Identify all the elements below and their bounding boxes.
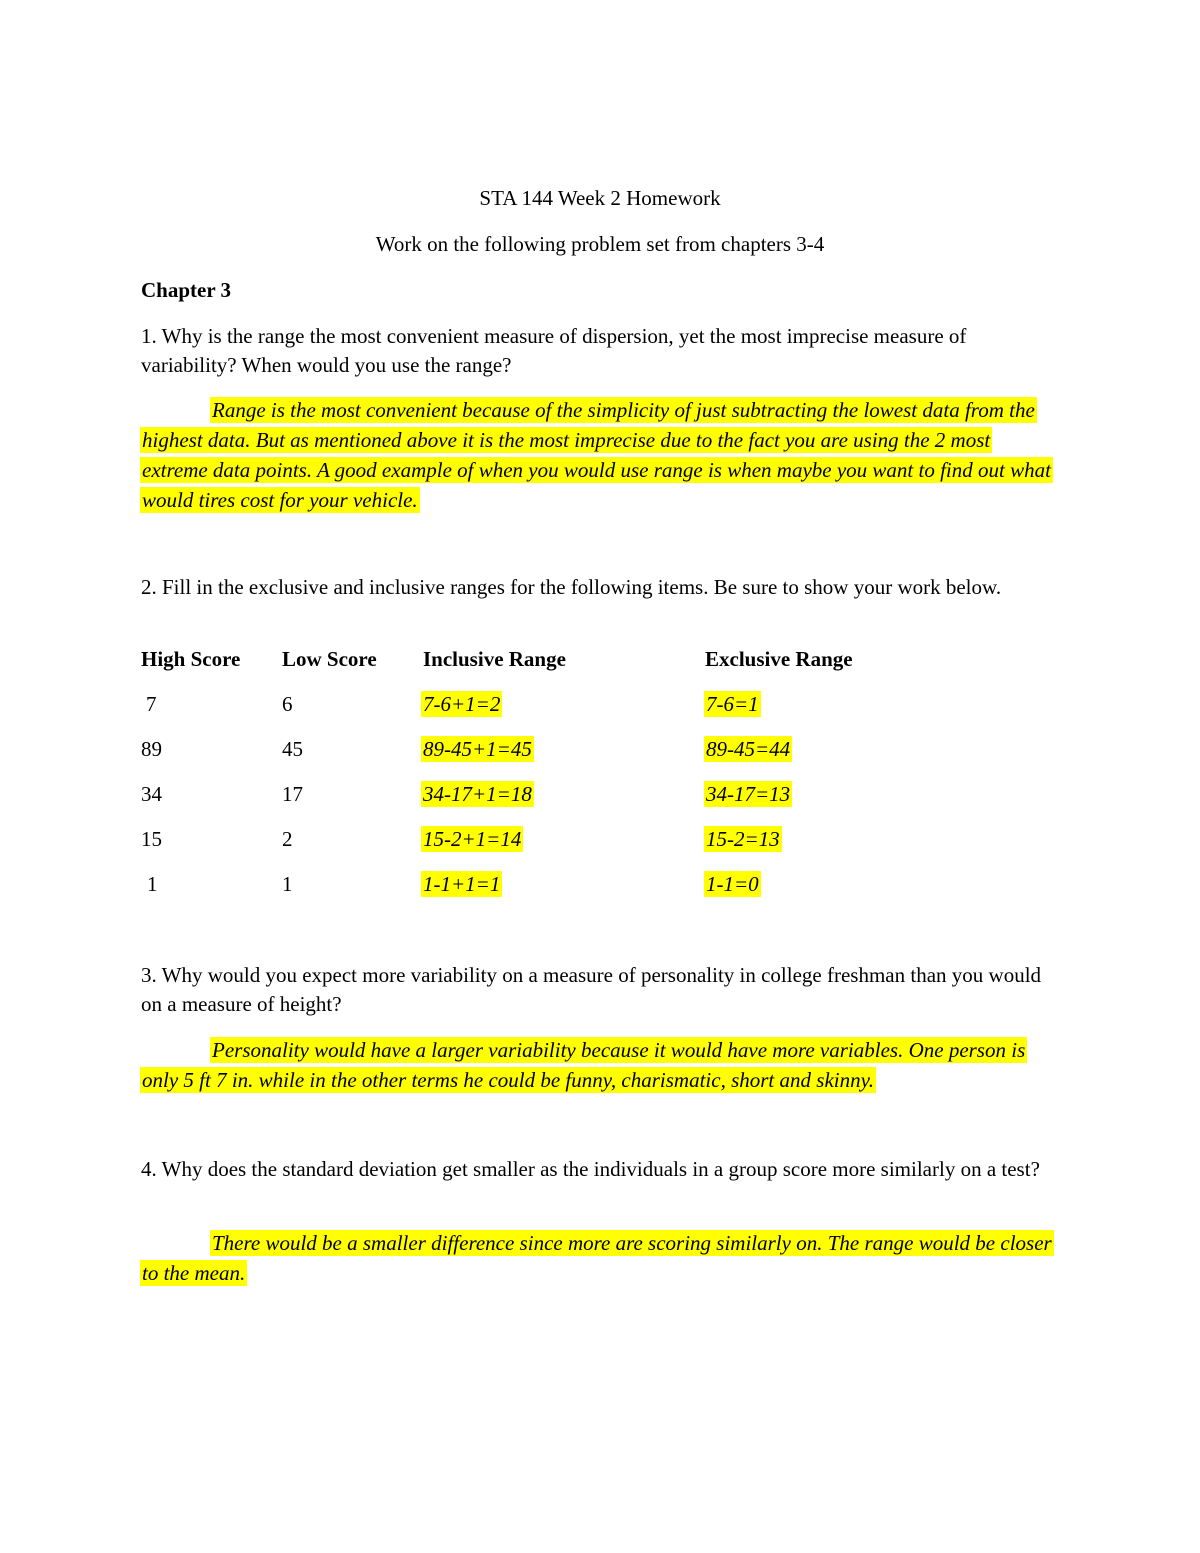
table-cell-low: 2 [282,827,293,851]
table-cell-exclusive: 89-45=44 [706,737,791,761]
answer-3-text: Personality would have a larger variability because it would have more variables. One person is only 5 ft 7 in. while in the other terms he could be funny, charismatic, short and skinny. [142,1038,1026,1092]
table-cell-exclusive: 34-17=13 [706,782,791,806]
question-2-text: 2. Fill in the exclusive and inclusive ranges for the following items. Be sure to show your work below. [141,575,1002,599]
table-cell-inclusive: 7-6+1=2 [423,692,501,716]
table-cell-exclusive: 1-1=0 [706,872,759,896]
question-3-text: 3. Why would you expect more variability on a measure of personality in college freshman than you would on a measure of height? [141,963,1042,1016]
document-subtitle: Work on the following problem set from chapters 3-4 [375,232,825,256]
table-cell-high: 89 [141,737,162,761]
answer-3 [140,1035,1060,1095]
table-header-high-score: High Score [141,647,241,671]
table-header-exclusive-range: Exclusive Range [705,647,853,671]
question-4-text: 4. Why does the standard deviation get smaller as the individuals in a group score more similarly on a test? [141,1157,1040,1181]
table-header-low-score: Low Score [282,647,377,671]
table-cell-exclusive: 7-6=1 [706,692,759,716]
answer-4-text: There would be a smaller difference since more are scoring similarly on. The range would be closer to the mean. [142,1231,1052,1285]
answer-1-text: Range is the most convenient because of the simplicity of just subtracting the lowest data from the highest data. But as mentioned above it is the most imprecise due to the fact you are using the 2 most extreme data points. A good example of when you would use range is when maybe you want to find out what would tires cost for your vehicle. [142,398,1051,512]
table-cell-inclusive: 1-1+1=1 [423,872,501,896]
answer-4 [140,1228,1060,1288]
table-cell-inclusive: 15-2+1=14 [423,827,522,851]
table-cell-high: 15 [141,827,162,851]
table-cell-low: 1 [282,872,293,896]
table-cell-low: 45 [282,737,303,761]
table-cell-inclusive: 34-17+1=18 [423,782,532,806]
table-cell-high: 1 [147,872,158,896]
table-cell-low: 6 [282,692,293,716]
table-cell-low: 17 [282,782,303,806]
table-header-inclusive-range: Inclusive Range [423,647,566,671]
table-cell-high: 34 [141,782,162,806]
document-title: STA 144 Week 2 Homework [479,186,721,210]
chapter-heading: Chapter 3 [141,278,232,302]
answer-1 [140,395,1060,515]
table-cell-exclusive: 15-2=13 [706,827,780,851]
table-cell-inclusive: 89-45+1=45 [423,737,532,761]
table-cell-high: 7 [146,692,157,716]
question-1-text: 1. Why is the range the most convenient measure of dispersion, yet the most imprecise measure of variability? When would you use the range? [141,324,967,377]
